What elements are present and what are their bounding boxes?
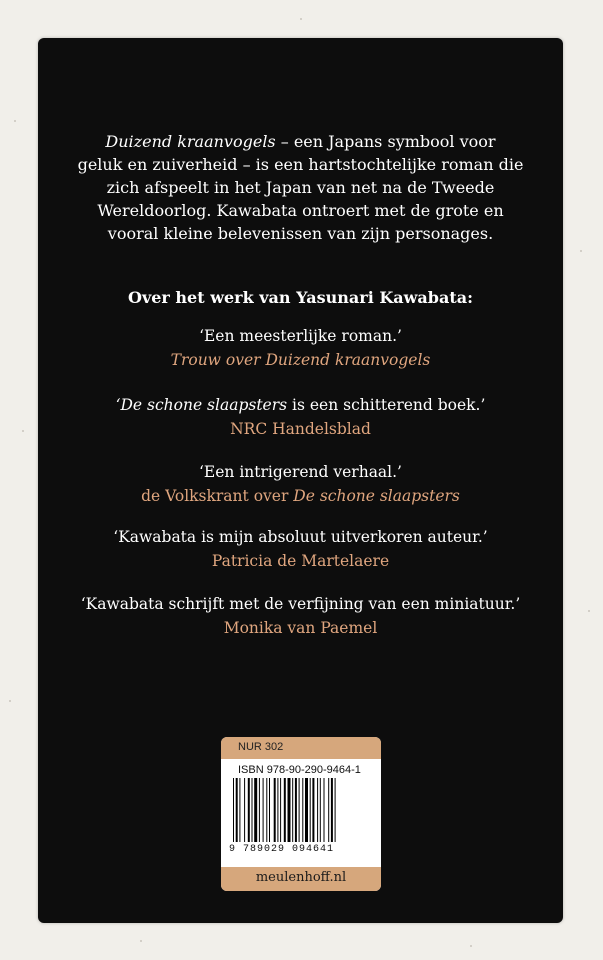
barcode-bar — [292, 778, 293, 842]
barcode-bar — [328, 778, 329, 842]
source-title: De schone slaapsters — [293, 487, 460, 505]
blurb-line: geluk en zuiverheid – is een hartstochtelijke roman die — [77, 155, 524, 174]
barcode-bar — [320, 778, 321, 842]
barcode-bar — [295, 778, 297, 842]
barcode-bar — [274, 778, 276, 842]
barcode-icon — [233, 778, 369, 842]
barcode-label — [221, 737, 381, 891]
source-title: Duizend kraanvogels — [265, 351, 431, 369]
book-blurb — [38, 130, 563, 245]
barcode-bar — [239, 778, 240, 842]
review-quote — [38, 324, 563, 372]
barcode-bar — [331, 778, 333, 842]
barcode-bar — [299, 778, 300, 842]
paper-speck — [588, 610, 590, 612]
nur-code: NUR 302 — [238, 741, 284, 753]
barcode-bar — [284, 778, 286, 842]
barcode-bar — [233, 778, 234, 842]
blurb-line — [38, 130, 563, 153]
quote-title: ‘De schone slaapsters — [115, 396, 288, 414]
paper-speck — [9, 700, 11, 702]
quote-source: Patricia de Martelaere — [211, 552, 390, 570]
barcode-bar — [266, 778, 267, 842]
barcode-bar — [236, 778, 238, 842]
review-quote — [38, 393, 563, 441]
quote-text: ‘Een intrigerend verhaal.’ — [199, 463, 402, 481]
barcode-bar — [263, 778, 264, 842]
quote-text: ‘Een meesterlijke roman.’ — [199, 327, 402, 345]
blurb-text: – een Japans symbool voor — [275, 132, 496, 151]
barcode-bar — [317, 778, 318, 842]
quote-text: ‘Kawabata is mijn absoluut uitverkoren auteur.’ — [113, 528, 488, 546]
paper-speck — [140, 940, 142, 942]
quote-source: Monika van Paemel — [223, 619, 378, 637]
review-quote — [38, 460, 563, 508]
paper-speck — [470, 945, 472, 947]
barcode-bar — [269, 778, 270, 842]
paper-speck — [300, 18, 302, 20]
source-prefix: de Volkskrant over — [141, 487, 294, 505]
review-quote — [38, 525, 563, 573]
review-quote — [38, 592, 563, 640]
barcode-bar — [288, 778, 291, 842]
barcode-bar — [248, 778, 250, 842]
quote-source: NRC Handelsblad — [230, 420, 371, 438]
barcode-bar — [324, 778, 325, 842]
quote-source — [38, 484, 563, 508]
blurb-line: Wereldoorlog. Kawabata ontroert met de grote en — [97, 201, 504, 220]
book-title: Duizend kraanvogels — [105, 132, 276, 151]
barcode-bar — [312, 778, 314, 842]
barcode-bar — [305, 778, 308, 842]
back-cover-panel — [38, 38, 563, 923]
paper-speck — [22, 430, 24, 432]
publisher-url: meulenhoff.nl — [255, 870, 347, 885]
barcode-bar — [310, 778, 311, 842]
barcode-bar — [280, 778, 281, 842]
source-prefix: Trouw over — [170, 351, 266, 369]
quote-rest: is een schitterend boek.’ — [287, 396, 486, 414]
barcode-bar — [244, 778, 245, 842]
quotes-heading: Over het werk van Yasunari Kawabata: — [128, 288, 473, 307]
barcode-bar — [335, 778, 336, 842]
barcode-bar — [254, 778, 257, 842]
blurb-line: vooral kleine belevenissen van zijn personages. — [107, 224, 494, 243]
paper-speck — [580, 250, 582, 252]
barcode-digits: 9 789029 094641 — [229, 844, 335, 855]
quote-text — [38, 393, 563, 417]
barcode-bar — [259, 778, 260, 842]
quote-text: ‘Kawabata schrijft met de verfijning van een miniatuur.’ — [80, 595, 521, 613]
quote-source — [38, 348, 563, 372]
barcode-bar — [302, 778, 303, 842]
isbn-number: ISBN 978-90-290-9464-1 — [238, 764, 361, 776]
blurb-line: zich afspeelt in het Japan van net na de Tweede — [106, 178, 495, 197]
paper-speck — [14, 120, 16, 122]
barcode-bar — [277, 778, 278, 842]
barcode-bar — [252, 778, 253, 842]
